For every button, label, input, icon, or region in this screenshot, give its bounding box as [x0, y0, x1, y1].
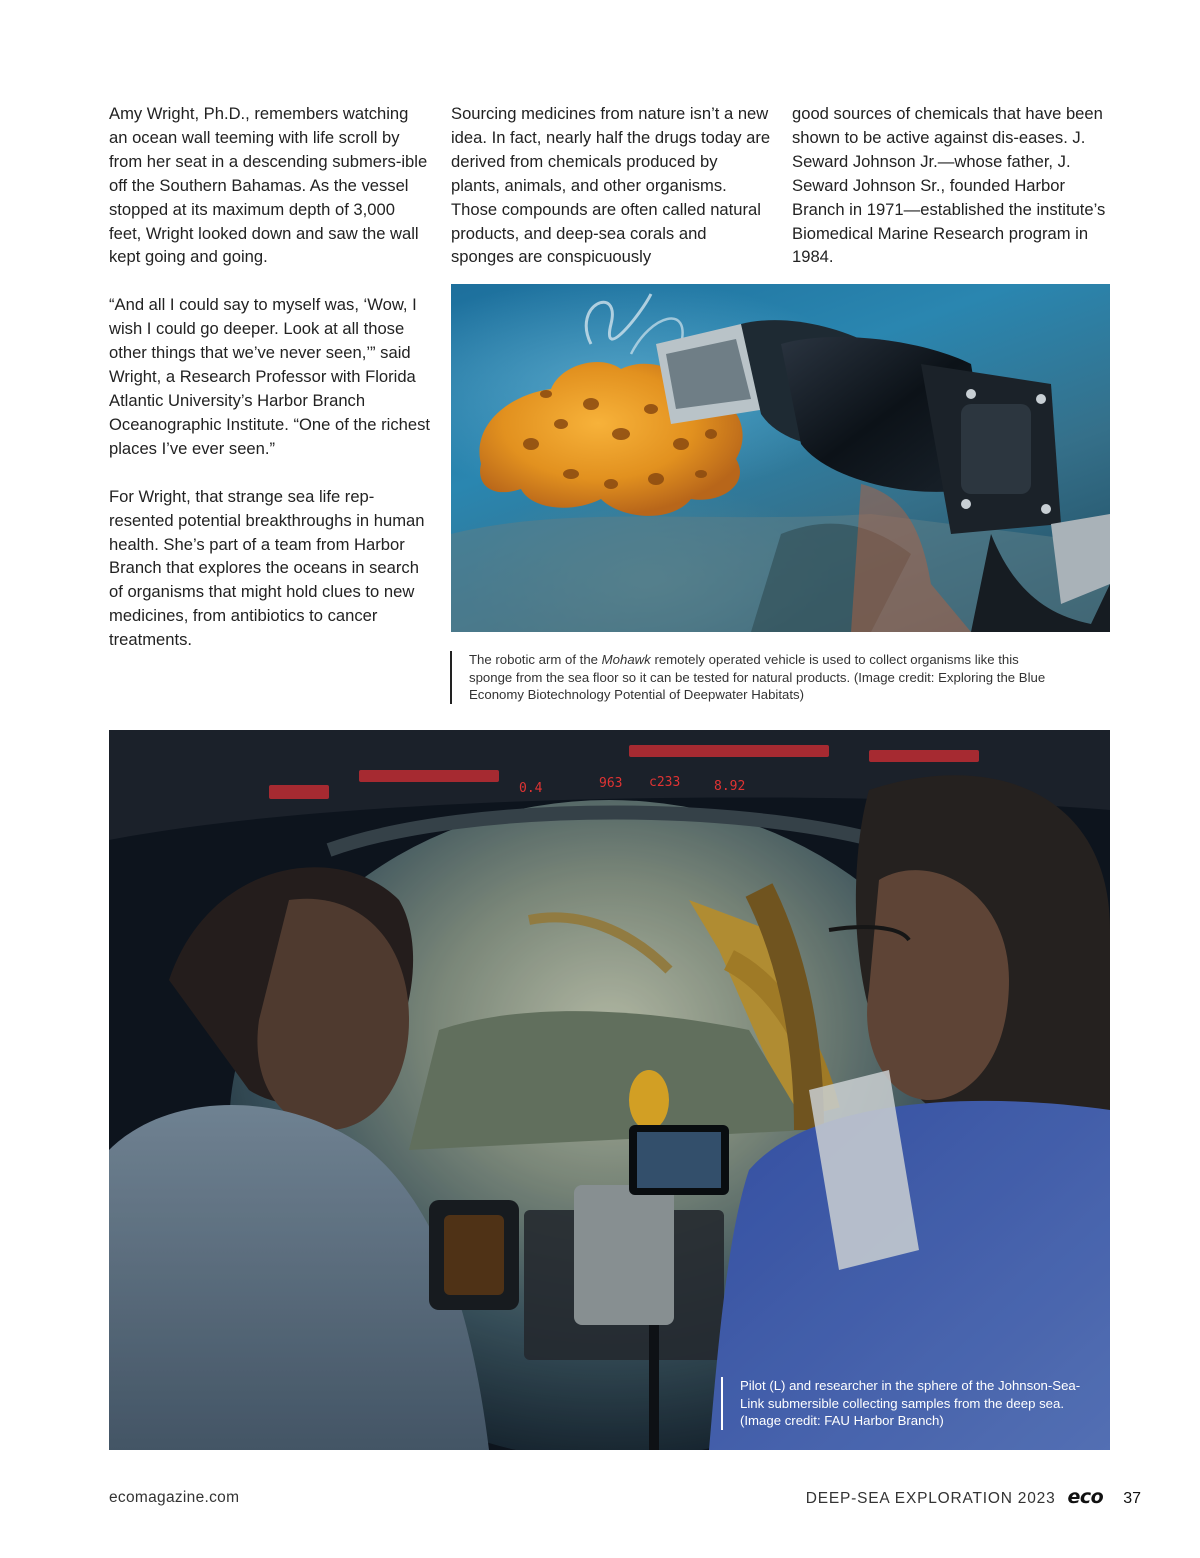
caption-text: remotely operated vehicle is used to collect organisms like this sponge from the sea floor so it can be tested for natural products. (Image credit: Exploring the Blue Economy Biotechnology Potential of Deepwater Habitats) [469, 652, 1046, 703]
caption-text: The robotic arm of the [469, 652, 602, 667]
eco-logo: eco [1067, 1486, 1104, 1508]
gauge-readout: c233 [649, 775, 681, 790]
submersible-cockpit-illustration [109, 730, 1110, 1450]
sponge-robotic-arm-photo [451, 284, 1110, 632]
heading-readout: 963 [599, 776, 623, 791]
vehicle-name: Mohawk [601, 652, 651, 667]
sponge-robotic-arm-illustration [451, 284, 1110, 632]
page-number: 37 [1123, 1490, 1141, 1507]
paragraph: good sources of chemicals that have been shown to be active against dis-eases. J. Seward Johnson Jr.—whose father, J. Seward Johnson Sr., founded Harbor Branch in 1971—established the institute’s Biomedical Marine Research program in 1984. [792, 104, 1106, 267]
article-column-3 [792, 102, 1110, 293]
article-column-1 [109, 102, 431, 676]
footer-website: ecomagazine.com [109, 1489, 240, 1506]
paragraph: Amy Wright, Ph.D., remembers watching an ocean wall teeming with life scroll by from her seat in a descending submers-ible off the Southern Bahamas. As the vessel stopped at its maximum depth of 3,000 feet, Wright looked down and saw the wall kept going and going. [109, 104, 428, 267]
photo-caption-sponge [450, 651, 1049, 704]
photo-caption-submersible: Pilot (L) and researcher in the sphere of the Johnson-Sea-Link submersible collecting samples from the deep sea. (Image credit: FAU Harbor Branch) [721, 1377, 1100, 1430]
paragraph: “And all I could say to myself was, ‘Wow, I wish I could go deeper. Look at all those other things that we’ve never seen,’” said Wright, a Research Professor with Florida Atlantic University’s Harbor Branch Oceanographic Institute. “One of the richest places I’ve ever seen.” [109, 295, 430, 458]
paragraph: For Wright, that strange sea life rep-resented potential breakthroughs in human health. She’s part of a team from Harbor Branch that explores the oceans in search of organisms that might hold clues to new medicines, from antibiotics to cancer treatments. [109, 486, 425, 650]
paragraph: Sourcing medicines from nature isn’t a new idea. In fact, nearly half the drugs today are derived from chemicals produced by plants, animals, and other organisms. Those compounds are often called natural products, and deep-sea corals and sponges are conspicuously [451, 104, 771, 267]
depth-readout: 0.4 [519, 781, 543, 796]
article-column-2 [451, 102, 771, 293]
footer-issue-info [806, 1486, 1141, 1508]
footer-issue: DEEP-SEA EXPLORATION 2023 [805, 1490, 1056, 1507]
submersible-cockpit-photo [109, 730, 1110, 1450]
altitude-readout: 8.92 [714, 779, 746, 794]
